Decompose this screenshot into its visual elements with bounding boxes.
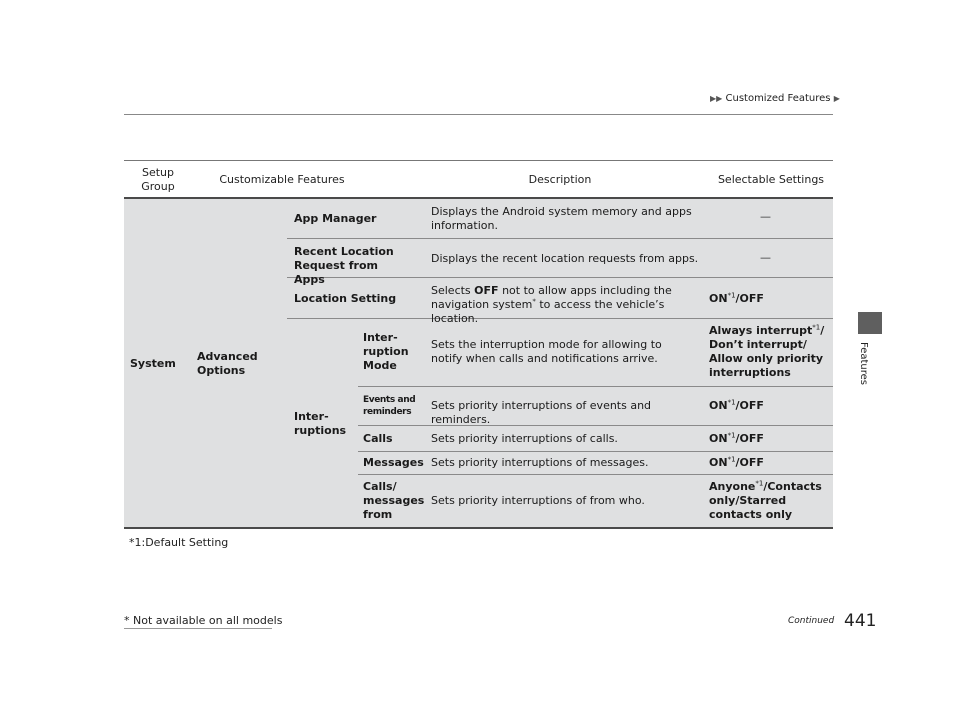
settings-events-reminders: ON$^{*1}$/OFF [709,398,764,412]
feature-recent-location: Recent Location Request from Apps [294,245,394,286]
settings-recent-location: — [760,251,771,264]
feature-events-reminders: Events and reminders [363,395,416,417]
feature-app-manager: App Manager [294,212,377,225]
description-app-manager: Displays the Android system memory and apps information. [431,205,692,232]
feature-calls: Calls [363,432,393,445]
row-divider [358,451,833,452]
table-bottom-rule [124,527,833,529]
settings-interruption-mode: Always interrupt$^{*1}$/ Don’t interrupt/ Allow only priority interruptions [709,323,825,379]
row-divider [287,238,833,239]
row-divider [358,386,833,387]
footnote-rule [124,628,272,629]
breadcrumb-arrows-icon: ▶▶ [710,94,723,103]
description-messages: Sets priority interruptions of messages. [431,456,649,469]
feature-messages: Messages [363,456,424,469]
header-description: Description [528,173,592,186]
feature-interruption-mode: Inter- ruption Mode [363,331,409,372]
breadcrumb-label: Customized Features [725,93,831,104]
setup-group-system: System [130,357,176,370]
settings-calls-messages-from: Anyone$^{*1}$/Contacts only/Starred contacts only [709,479,822,521]
description-recent-location: Displays the recent location requests from apps. [431,252,699,265]
page-number: 441 [844,611,877,631]
availability-footnote: * Not available on all models [124,614,283,627]
description-calls: Sets priority interruptions of calls. [431,432,618,445]
header-selectable-settings: Selectable Settings [717,173,825,186]
description-interruption-mode: Sets the interruption mode for allowing to notify when calls and notifications arrive. [431,338,662,365]
feature-location-setting: Location Setting [294,292,397,305]
header-setup-group: Setup Group [141,166,175,193]
description-events-reminders: Sets priority interruptions of events and reminders. [431,399,652,426]
feature-calls-messages-from: Calls/ messages from [363,480,425,521]
default-setting-footnote: *1:Default Setting [129,536,229,549]
table-body-top-rule [124,197,833,199]
table-top-rule [124,160,833,161]
continued-label: Continued [788,616,835,626]
settings-location-setting: ON$^{*1}$/OFF [709,291,764,305]
description-calls-messages-from: Sets priority interruptions of from who. [431,494,645,507]
settings-calls: ON$^{*1}$/OFF [709,431,764,445]
header-customizable-features: Customizable Features [219,173,345,186]
section-tab-label: Features [858,342,869,385]
settings-app-manager: — [760,210,771,223]
header-rule [124,114,833,115]
setup-subgroup-advanced-options: Advanced Options [197,350,258,377]
breadcrumb [710,93,840,104]
description-location-setting: Selects OFF not to allow apps including the navigation system* to access the vehicle’s location. [431,284,672,325]
section-tab-marker [858,312,882,334]
settings-messages: ON$^{*1}$/OFF [709,455,764,469]
row-divider [358,474,833,475]
breadcrumb-end-arrow-icon: ▶ [833,94,840,103]
feature-group-interruptions: Inter- ruptions [294,410,347,437]
